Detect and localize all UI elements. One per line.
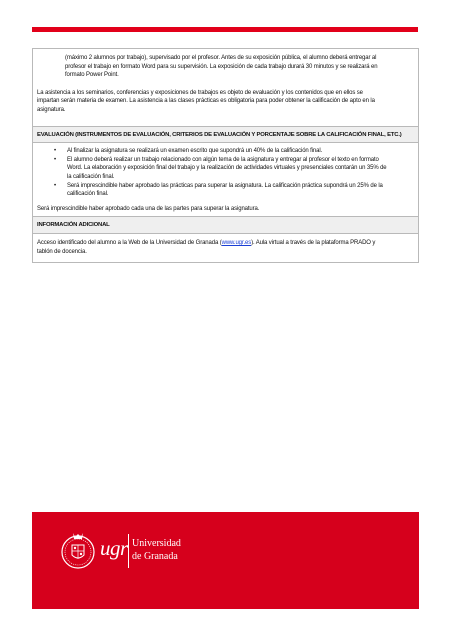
evaluation-closing-note: Será imprescindible haber aprobado cada una de las partes para superar la asignatura. (37, 205, 260, 212)
additional-info-heading: INFORMACIÓN ADICIONAL (33, 216, 418, 233)
evaluation-criteria-list (37, 147, 414, 199)
list-item: • El alumno deberá realizar un trabajo relacionado con algún tema de la asignatura y entregar al profesor el texto en formato Word. La elaboración y exposición final del trabajo y la realización de actividades virtuales y presenciales contarán un 35% de la calificación final. (67, 156, 414, 182)
additional-info-cell (33, 233, 418, 262)
list-item: • Será imprescindible haber aprobado las prácticas para superar la asignatura. La calificación práctica supondrá un 25% de la calificación final. (67, 182, 414, 199)
logo-divider (128, 534, 129, 568)
additional-info-line: tablón de docencia. (37, 248, 87, 255)
attendance-paragraph-line: La asistencia a los seminarios, conferencias y exposiciones de trabajos es objeto de evaluación y los contenidos que en ellos se (37, 89, 363, 96)
evaluation-content-cell (33, 142, 418, 216)
attendance-paragraph-line: impartan serán materia de examen. La asistencia a las clases prácticas es obligatoria para poder obtener la calificación de apto en la (37, 98, 375, 105)
continuation-line: (máximo 2 alumnos por trabajo), supervisado por el profesor. Antes de su exposición pública, el alumno deberá entregar al (65, 55, 377, 61)
top-red-bar (32, 27, 418, 32)
ugr-website-link[interactable]: www.ugr.es (221, 239, 252, 246)
attendance-paragraph-line: asignatura. (37, 106, 66, 113)
evaluation-section-heading: EVALUACIÓN (INSTRUMENTOS DE EVALUACIÓN, CRITERIOS DE EVALUACIÓN Y PORCENTAJE SOBRE LA CALIFICACIÓN FINAL, ETC.) (33, 126, 418, 143)
methodology-continuation-cell (33, 49, 418, 126)
additional-info-line: Acceso identificado del alumno a la Web de la Universidad de Granada (www.ugr.es). Aula virtual a través de la plataforma PRADO y (37, 239, 376, 246)
list-item: • Al finalizar la asignatura se realizará un examen escrito que supondrá un 40% de la calificación final. (67, 147, 414, 156)
university-name: Universidad de Granada (132, 538, 181, 562)
university-seal-icon (60, 530, 96, 572)
footer-banner (32, 512, 419, 609)
continuation-line: profesor el trabajo en formato Word para su supervisión. La exposición de cada trabajo durará 30 minutos y se realizará en (65, 63, 378, 70)
course-guide-table (32, 48, 419, 263)
continuation-line: formato Power Point. (65, 72, 119, 79)
ugr-logo-mark: ugr (100, 536, 128, 560)
